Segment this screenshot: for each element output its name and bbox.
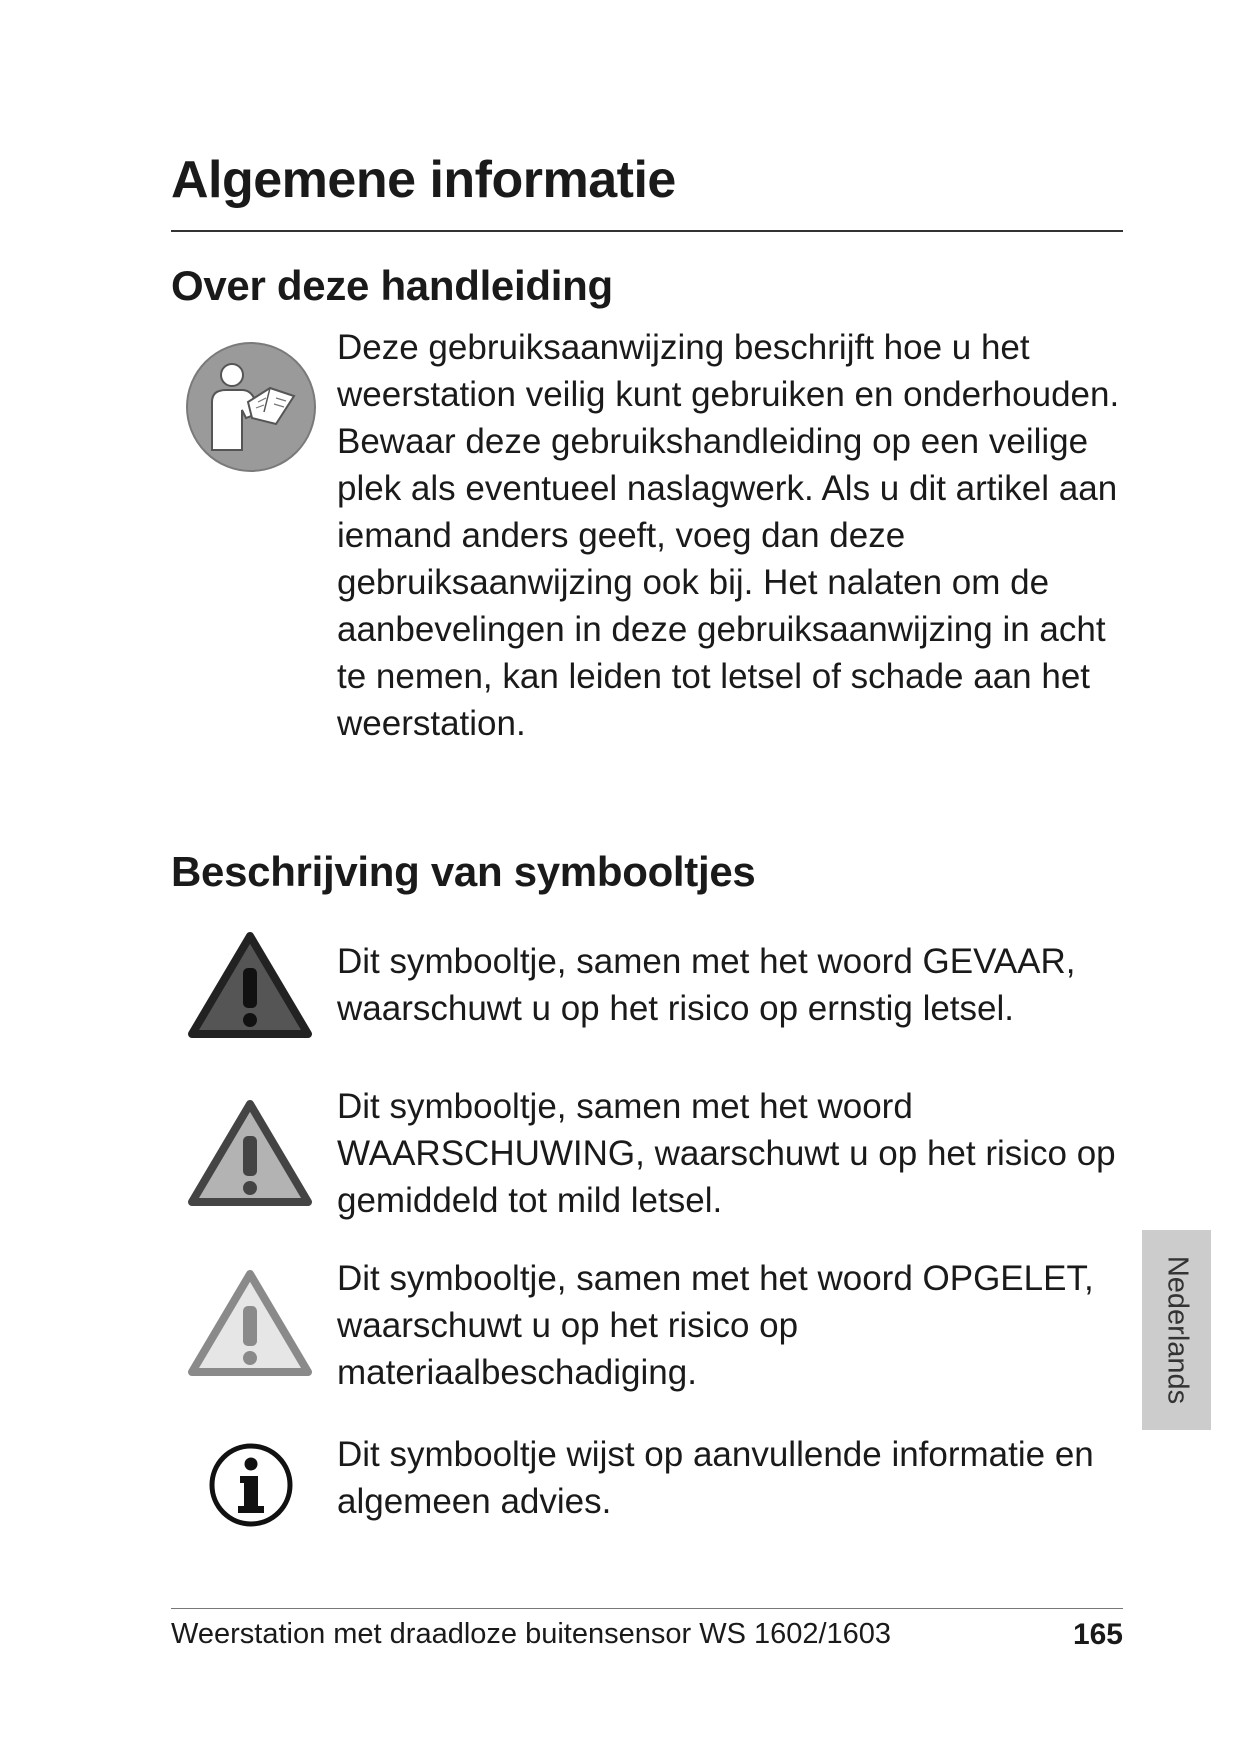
page-number: 165 — [1072, 1618, 1123, 1651]
title-divider — [171, 230, 1123, 232]
info-icon — [208, 1442, 294, 1528]
symbol-description-warning: Dit symbooltje, samen met het woord WAARSCHUWING, waarschuwt u op het risico op gemiddeld tot mild letsel. — [337, 1087, 1116, 1220]
read-manual-icon — [184, 340, 318, 474]
symbol-description-caution: Dit symbooltje, samen met het woord OPGELET, waarschuwt u op het risico op materiaalbeschadiging. — [337, 1259, 1094, 1392]
warning-triangle-icon — [186, 1098, 314, 1210]
language-tab — [1142, 1230, 1211, 1430]
symbol-description-info: Dit symbooltje wijst op aanvullende informatie en algemeen advies. — [337, 1435, 1094, 1521]
language-tab-label: Nederlands — [1161, 1255, 1193, 1405]
section-heading-manual: Over deze handleiding — [171, 262, 613, 309]
danger-triangle-icon — [186, 930, 314, 1042]
page-title: Algemene informatie — [171, 151, 676, 209]
symbol-description-danger: Dit symbooltje, samen met het woord GEVAAR, waarschuwt u op het risico op ernstig letsel. — [337, 942, 1076, 1028]
caution-triangle-icon — [186, 1268, 314, 1380]
footer-divider — [171, 1608, 1123, 1609]
manual-description: Deze gebruiksaanwijzing beschrijft hoe u het weerstation veilig kunt gebruiken en onderhouden. Bewaar deze gebruikshandleiding op een veilige plek als eventueel naslagwerk. Als u dit artikel aan iemand anders geeft, voeg dan deze gebruiksaanwijzing ook bij. Het nalaten om de aanbevelingen in deze gebruiksaanwijzing in acht te nemen, kan leiden tot letsel of schade aan het weerstation. — [337, 328, 1120, 743]
footer-product-name: Weerstation met draadloze buitensensor WS 1602/1603 — [171, 1618, 892, 1650]
section-heading-symbols: Beschrijving van symbooltjes — [171, 848, 756, 895]
